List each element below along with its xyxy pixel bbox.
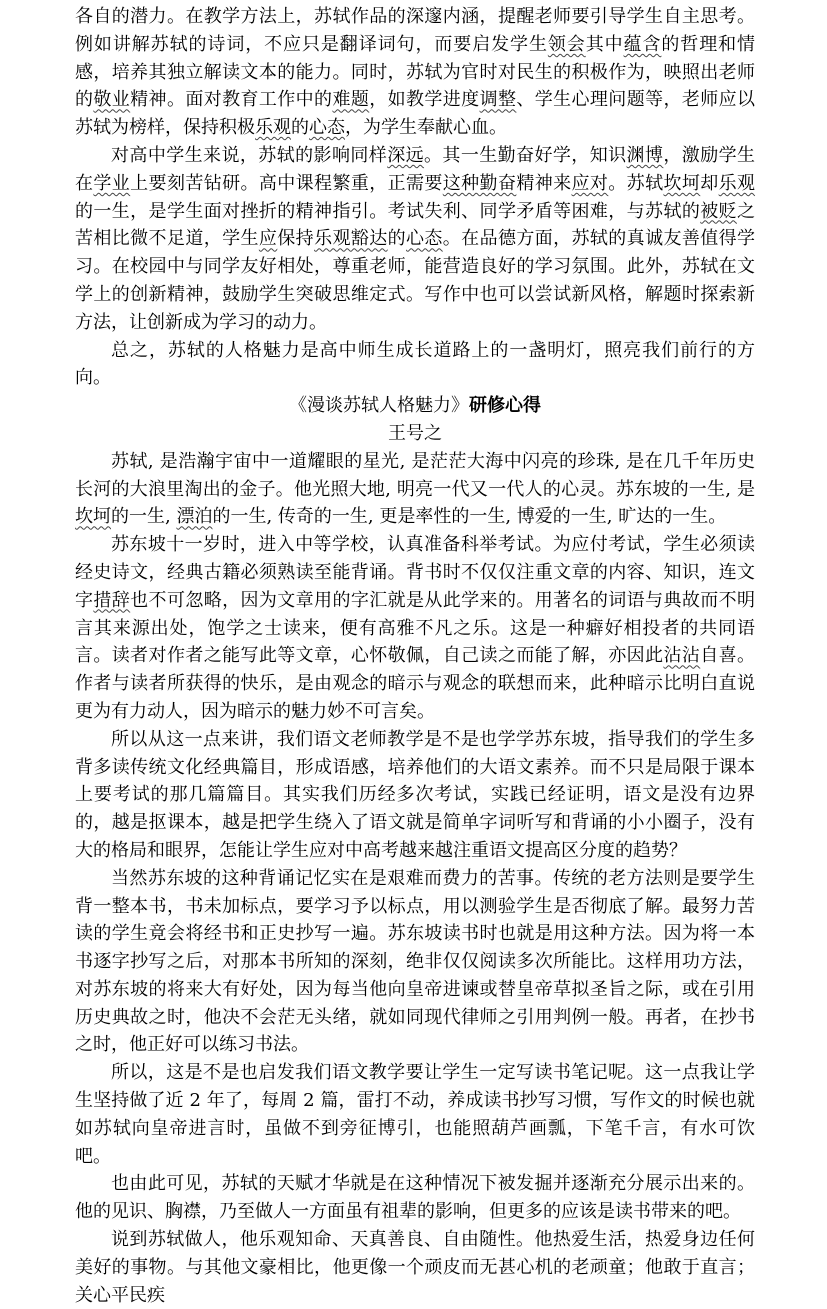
paragraph-conclusion xyxy=(75,337,755,393)
text-run: 的哲理和情感，培养其独立解读文本的能力。同时，苏轼为官时对民生的积极作为，映照出老师的 xyxy=(75,33,756,111)
spellcheck-underlined-text: 坎坷 xyxy=(75,506,111,528)
spellcheck-underlined-text: 难题 xyxy=(332,89,370,111)
paragraph-sushi-praise xyxy=(75,448,755,531)
text-run: 之苦相比微不足道，学生 xyxy=(75,200,755,250)
spellcheck-underlined-text: 蕴含 xyxy=(623,33,662,55)
text-run: 当然苏东坡的这种背诵记忆实在是艰难而费力的苦事。传统的老方法则是要学生背一整本书，书未加标点，要学习予以标点，用以测验学生是否彻底了解。最努力苦读的学生竟会将经书和正史抄写一遍。苏东坡读书时也就是用这种方法。因为将一本书逐字抄写之后，对那本书所知的深刻，绝非仅仅阅读多次所能比。这样用功方法，对苏东坡的将来大有好处，因为每当他向皇帝进谏或替皇帝草拟圣旨之际，或在引用历史典故之时，他决不会茫无头绪，就如同现代律师之引用判例一般。再者，在抄书之时，他正好可以练习书法。 xyxy=(75,867,755,1056)
spellcheck-underlined-text: 乐观豁达 xyxy=(314,228,388,250)
text-run: 的 xyxy=(291,117,309,139)
spellcheck-underlined-text: 措辞 xyxy=(93,589,131,611)
author-name xyxy=(75,420,755,448)
paragraph-reading-notes xyxy=(75,1059,755,1170)
spellcheck-underlined-text: 敬业 xyxy=(93,89,131,111)
text-run: 的一生, 传奇的一生, 更是率性的一生, 博爱的一生, 旷达的一生。 xyxy=(212,506,727,528)
spellcheck-underlined-text: 乐观 xyxy=(255,117,291,139)
text-run: 自喜。作者与读者所获得的快乐，是由观念的暗示与观念的联想而来，此种暗示比明白直说更为有力动人，因为暗示的魅力妙不可言矣。 xyxy=(75,645,756,722)
text-run: 的一生，是学生面对挫折的精神指引。考试失利、同学矛盾等困难，与苏轼的 xyxy=(75,200,701,222)
text-run: 。苏轼 xyxy=(608,172,664,194)
paragraph-study-method xyxy=(75,531,755,726)
spellcheck-underlined-text: 学业 xyxy=(93,172,131,194)
spellcheck-underlined-text: 心态 xyxy=(406,228,443,250)
bold-text-run: 研修心得 xyxy=(469,395,541,417)
text-run: ，激励学生在 xyxy=(75,144,756,194)
text-run: 保持 xyxy=(277,228,315,250)
paragraph-chinese-teaching xyxy=(75,726,755,865)
text-run: 所以，这是不是也启发我们语文教学要让学生一定写读书笔记呢。这一点我让学生坚持做了近 2 年了，每周 2 篇，雷打不动，养成读书抄写习惯，写作文的时候也就如苏轼向皇帝进言时，虽做不到旁征博引，也能照葫芦画瓢，下笔千言，有水可饮吧。 xyxy=(75,1062,755,1167)
spellcheck-underlined-text: 漂泊 xyxy=(176,506,213,528)
text-run: 却 xyxy=(700,172,719,194)
spellcheck-underlined-text: 沾沾 xyxy=(663,645,701,667)
text-run: 苏轼, 是浩瀚宇宙中一道耀眼的星光, 是茫茫大海中闪亮的珍珠, 是在几千年历史长河的大浪里淘出的金子。他光照大地, 明亮一代又一代人的心灵。苏东坡的一生, 是 xyxy=(75,450,755,500)
text-run: 说到苏轼做人，他乐观知命、天真善良、自由随性。他热爱生活，热爱身边任何美好的事物。与其他文豪相比，他更像一个顽皮而无甚心机的老顽童；他敢于直言；关心平民疾 xyxy=(75,1229,755,1306)
text-run: 王号之 xyxy=(388,422,442,444)
text-run: 精神来 xyxy=(516,172,572,194)
text-run: 其中 xyxy=(585,33,624,55)
spellcheck-underlined-text: 调整 xyxy=(479,89,517,111)
spellcheck-underlined-text: 被贬 xyxy=(700,200,737,222)
text-run: ，为学生奉献心血。 xyxy=(345,117,507,139)
paragraph-personality xyxy=(75,1226,755,1309)
paragraph-student-influence xyxy=(75,142,755,337)
text-run: 对高中学生来说，苏轼的影响同样 xyxy=(111,144,388,166)
text-run: 总之，苏轼的人格魅力是高中师生成长道路上的一盏明灯，照亮我们前行的方向。 xyxy=(75,339,755,389)
text-run: 。其一生勤奋好学，知识 xyxy=(424,144,627,166)
text-run: 的一生, xyxy=(111,506,177,528)
spellcheck-underlined-text: 坎坷 xyxy=(663,172,701,194)
document-body xyxy=(75,3,755,1309)
text-run: 各自的潜力。在教学方法上，苏轼作品的深邃内涵，提醒老师要引导学生自主思考。例如讲解苏轼的诗词，不应只是翻译词句，而要启发学生 xyxy=(75,6,755,55)
spellcheck-underlined-text: 渊博 xyxy=(626,144,664,166)
spellcheck-underlined-text: 心态 xyxy=(309,117,345,139)
text-run: 苏东坡十一岁时，进入中等学校，认真准备科举考试。为应付考试，学生必须读经史诗文，经典古籍必须熟读至能背诵。背书时不仅仅注重文章的内容、知识，连文字 xyxy=(75,534,755,611)
text-run: 、学生心理问题等，老师应以苏轼为榜样，保持积极 xyxy=(75,89,756,139)
paragraph-teacher-influence xyxy=(75,3,755,142)
text-run: 精神。面对教育工作中的 xyxy=(130,89,333,111)
spellcheck-underlined-text: 这种勤奋 xyxy=(442,172,517,194)
spellcheck-underlined-text: 深远 xyxy=(387,144,425,166)
text-run: ，如教学进度 xyxy=(369,89,480,111)
paragraph-copying-books xyxy=(75,865,755,1060)
text-run: 所以从这一点来讲，我们语文老师教学是不是也学学苏东坡，指导我们的学生多背多读传统文化经典篇目，形成语感，培养他们的大语文素养。而不只是局限于课本上要考试的那几篇篇目。其实我们历经多次考试，实践已经证明，语文是没有边界的，越是抠课本，越是把学生绕入了语文就是简单字词听写和背诵的小小圈子，没有大的格局和眼界，怎能让学生应对中高考越来越注重语文提高区分度的趋势？ xyxy=(75,728,755,861)
paragraph-talent xyxy=(75,1170,755,1226)
text-run: 也不可忽略，因为文章用的字汇就是从此学来的。用著名的词语与典故而不明言其来源出处，饱学之士读来，便有高雅不凡之乐。这是一种癖好相投者的共同语言。读者对作者之能写此等文章，心怀敬佩，自己读之而能了解，亦因此 xyxy=(75,589,756,667)
text-run: 的 xyxy=(387,228,407,250)
article-title xyxy=(75,392,755,420)
spellcheck-underlined-text: 乐观 xyxy=(718,172,756,194)
spellcheck-underlined-text: 领会 xyxy=(547,33,586,55)
text-run: 《漫谈苏轼人格魅力》 xyxy=(289,395,469,417)
text-run: 。在品德方面，苏轼的真诚友善值得学习。在校园中与同学友好相处，尊重老师，能营造良好的学习氛围。此外，苏轼在文学上的创新精神，鼓励学生突破思维定式。写作中也可以尝试新风格，解题时探索新方法，让创新成为学习的动力。 xyxy=(75,228,756,333)
spellcheck-underlined-text: 应对 xyxy=(571,172,609,194)
text-run: 也由此可见，苏轼的天赋才华就是在这种情况下被发掘并逐渐充分展示出来的。他的见识、胸襟，乃至做人一方面虽有祖辈的影响，但更多的应该是读书带来的吧。 xyxy=(75,1173,755,1223)
spellcheck-underlined-text: 应 xyxy=(258,228,278,250)
text-run: 上要刻苦钻研。高中课程繁重，正需要 xyxy=(130,172,443,194)
